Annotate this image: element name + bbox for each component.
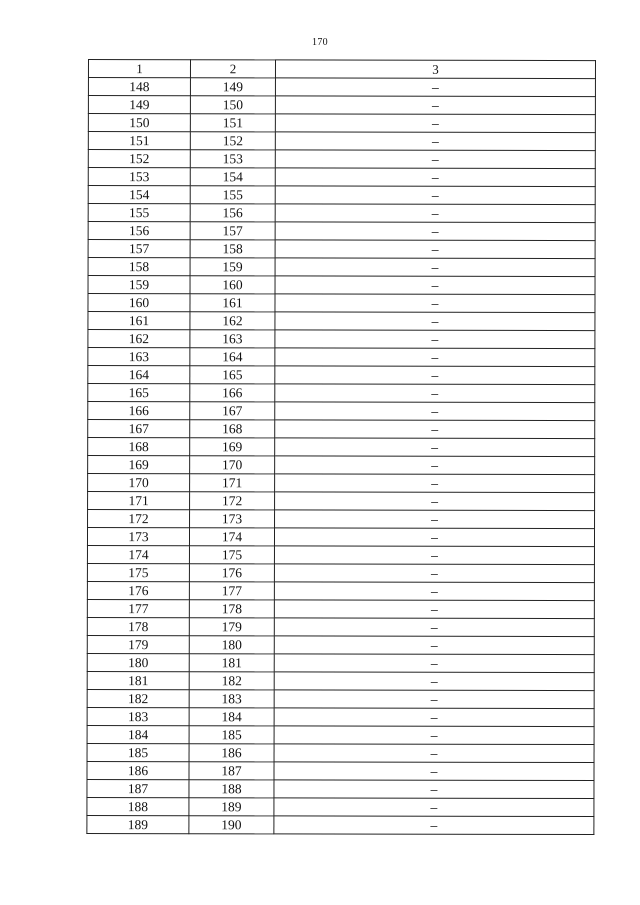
table-cell-col-3: – xyxy=(275,294,595,313)
table-row xyxy=(87,617,594,636)
table-row xyxy=(88,366,595,385)
table-cell-col-3: – xyxy=(275,402,595,421)
table-row xyxy=(88,312,595,331)
table-cell-col-1: 186 xyxy=(87,761,189,779)
header-row xyxy=(88,60,595,79)
table-cell-col-3: – xyxy=(274,780,594,799)
table-header xyxy=(88,60,595,79)
table-row xyxy=(88,474,595,493)
table-cell-col-2: 165 xyxy=(190,366,275,384)
table-cell-col-2: 177 xyxy=(189,582,274,600)
table-cell-col-3: – xyxy=(274,618,594,637)
table-cell-col-3: – xyxy=(275,132,595,151)
table-cell-col-3: – xyxy=(275,114,595,133)
table-cell-col-1: 161 xyxy=(88,312,190,330)
column-header-3: 3 xyxy=(275,60,595,79)
table-row xyxy=(88,204,595,223)
table-cell-col-2: 167 xyxy=(190,402,275,420)
table-cell-col-2: 175 xyxy=(189,546,274,564)
table-cell-col-1: 177 xyxy=(87,599,189,617)
table-cell-col-3: – xyxy=(274,816,594,835)
table-row xyxy=(88,222,595,241)
table-row xyxy=(88,96,595,115)
table-cell-col-3: – xyxy=(274,690,594,709)
table-cell-col-1: 176 xyxy=(87,581,189,599)
table-cell-col-1: 169 xyxy=(88,456,190,474)
table-cell-col-3: – xyxy=(275,222,595,241)
table-row xyxy=(88,438,595,457)
column-header-1: 1 xyxy=(88,60,190,78)
table-cell-col-2: 149 xyxy=(190,78,275,96)
table-cell-col-1: 185 xyxy=(87,743,189,761)
table-row xyxy=(88,276,595,295)
table-cell-col-3: – xyxy=(275,510,595,529)
table-cell-col-2: 182 xyxy=(189,672,274,690)
table-cell-col-3: – xyxy=(275,186,595,205)
table-cell-col-2: 172 xyxy=(190,492,275,510)
table-row xyxy=(87,797,594,816)
table-cell-col-3: – xyxy=(275,366,595,385)
table-cell-col-3: – xyxy=(274,708,594,727)
table-cell-col-2: 155 xyxy=(190,186,275,204)
table-cell-col-2: 157 xyxy=(190,222,275,240)
table-row xyxy=(87,581,594,600)
table-cell-col-2: 169 xyxy=(190,438,275,456)
table-row xyxy=(88,168,595,187)
table-cell-col-3: – xyxy=(275,150,595,169)
table-cell-col-3: – xyxy=(275,240,595,259)
table-cell-col-3: – xyxy=(275,204,595,223)
table-cell-col-1: 163 xyxy=(88,348,190,366)
table-cell-col-1: 173 xyxy=(87,528,189,546)
table-cell-col-3: – xyxy=(275,456,595,475)
table-cell-col-2: 184 xyxy=(189,708,274,726)
table-row xyxy=(87,815,594,834)
table-row xyxy=(87,599,594,618)
table-cell-col-3: – xyxy=(274,546,594,565)
table-cell-col-1: 168 xyxy=(88,438,190,456)
table-cell-col-2: 153 xyxy=(190,150,275,168)
table-cell-col-2: 163 xyxy=(190,330,275,348)
table-cell-col-1: 174 xyxy=(87,546,189,564)
table-cell-col-1: 148 xyxy=(88,78,190,96)
table-cell-col-1: 172 xyxy=(88,510,190,528)
table-row xyxy=(88,240,595,259)
table-cell-col-2: 179 xyxy=(189,618,274,636)
table-cell-col-1: 189 xyxy=(87,815,189,833)
table-cell-col-1: 183 xyxy=(87,707,189,725)
table-cell-col-1: 171 xyxy=(88,492,190,510)
table-cell-col-2: 189 xyxy=(189,798,274,816)
table-cell-col-3: – xyxy=(274,726,594,745)
table-cell-col-2: 158 xyxy=(190,240,275,258)
table-row xyxy=(87,761,594,780)
table-cell-col-1: 178 xyxy=(87,617,189,635)
table-cell-col-3: – xyxy=(274,744,594,763)
table-cell-col-3: – xyxy=(275,330,595,349)
table-cell-col-1: 184 xyxy=(87,725,189,743)
table-cell-col-1: 157 xyxy=(88,240,190,258)
table-row xyxy=(88,258,595,277)
table-cell-col-2: 176 xyxy=(189,564,274,582)
table-cell-col-3: – xyxy=(274,528,594,547)
table-cell-col-2: 151 xyxy=(190,114,275,132)
table-cell-col-1: 153 xyxy=(88,168,190,186)
table-row xyxy=(87,528,594,547)
table-cell-col-3: – xyxy=(275,276,595,295)
table-row xyxy=(88,348,595,367)
table-cell-col-3: – xyxy=(275,78,595,97)
table-cell-col-3: – xyxy=(275,312,595,331)
table-cell-col-1: 179 xyxy=(87,635,189,653)
table-cell-col-3: – xyxy=(274,600,594,619)
table-cell-col-3: – xyxy=(274,654,594,673)
table-row xyxy=(87,743,594,762)
table-cell-col-1: 151 xyxy=(88,132,190,150)
table-row xyxy=(88,384,595,403)
table-cell-col-1: 156 xyxy=(88,222,190,240)
table-cell-col-2: 170 xyxy=(190,456,275,474)
table-row xyxy=(88,330,595,349)
table-cell-col-2: 150 xyxy=(190,96,275,114)
table-cell-col-1: 175 xyxy=(87,563,189,581)
table-row xyxy=(87,546,594,565)
table-cell-col-2: 159 xyxy=(190,258,275,276)
table-cell-col-3: – xyxy=(275,438,595,457)
table-cell-col-2: 173 xyxy=(190,510,275,528)
table-row xyxy=(87,689,594,708)
table-cell-col-3: – xyxy=(274,762,594,781)
table-row xyxy=(87,563,594,582)
table-cell-col-1: 162 xyxy=(88,330,190,348)
table-cell-col-1: 167 xyxy=(88,420,190,438)
table-cell-col-2: 156 xyxy=(190,204,275,222)
table-cell-col-2: 171 xyxy=(190,474,275,492)
table-cell-col-2: 186 xyxy=(189,744,274,762)
table-cell-col-2: 180 xyxy=(189,636,274,654)
table-cell-col-1: 165 xyxy=(88,384,190,402)
table-row xyxy=(88,132,595,151)
table-cell-col-1: 149 xyxy=(88,96,190,114)
table-cell-col-3: – xyxy=(275,258,595,277)
table-cell-col-1: 182 xyxy=(87,689,189,707)
table-row xyxy=(88,420,595,439)
table-row xyxy=(87,653,594,672)
table-row xyxy=(88,78,595,97)
table-cell-col-2: 164 xyxy=(190,348,275,366)
table-cell-col-3: – xyxy=(275,420,595,439)
table-row xyxy=(87,635,594,654)
table-cell-col-1: 152 xyxy=(88,150,190,168)
table-row xyxy=(87,725,594,744)
table-cell-col-1: 187 xyxy=(87,779,189,797)
table-row xyxy=(88,456,595,475)
table-cell-col-2: 183 xyxy=(189,690,274,708)
table-cell-col-2: 188 xyxy=(189,780,274,798)
table-cell-col-2: 168 xyxy=(190,420,275,438)
table-cell-col-1: 166 xyxy=(88,402,190,420)
table-cell-col-2: 160 xyxy=(190,276,275,294)
table-cell-col-2: 187 xyxy=(189,762,274,780)
table-cell-col-1: 160 xyxy=(88,294,190,312)
table-cell-col-2: 154 xyxy=(190,168,275,186)
table-cell-col-1: 181 xyxy=(87,671,189,689)
table-cell-col-1: 155 xyxy=(88,204,190,222)
table-cell-col-3: – xyxy=(274,672,594,691)
table-cell-col-1: 150 xyxy=(88,114,190,132)
table-cell-col-2: 162 xyxy=(190,312,275,330)
table-cell-col-3: – xyxy=(275,348,595,367)
table-cell-col-3: – xyxy=(275,96,595,115)
table-cell-col-1: 158 xyxy=(88,258,190,276)
table-cell-col-3: – xyxy=(275,492,595,511)
table-cell-col-2: 190 xyxy=(189,816,274,834)
table-row xyxy=(87,707,594,726)
table-row xyxy=(87,671,594,690)
table-cell-col-2: 166 xyxy=(190,384,275,402)
table-cell-col-3: – xyxy=(274,636,594,655)
table-row xyxy=(88,402,595,421)
table-cell-col-2: 178 xyxy=(189,600,274,618)
table-cell-col-3: – xyxy=(275,168,595,187)
table-body xyxy=(87,78,596,835)
table-row xyxy=(88,294,595,313)
table-cell-col-1: 154 xyxy=(88,186,190,204)
table-cell-col-3: – xyxy=(275,474,595,493)
table-cell-col-3: – xyxy=(274,582,594,601)
table-cell-col-2: 174 xyxy=(189,528,274,546)
data-table xyxy=(86,59,596,835)
table-row xyxy=(88,492,595,511)
table-cell-col-3: – xyxy=(274,564,594,583)
table-cell-col-1: 188 xyxy=(87,797,189,815)
table-cell-col-3: – xyxy=(274,798,594,817)
column-header-2: 2 xyxy=(190,60,275,78)
table-row xyxy=(88,186,595,205)
table-cell-col-2: 181 xyxy=(189,654,274,672)
table-cell-col-1: 180 xyxy=(87,653,189,671)
table-cell-col-2: 152 xyxy=(190,132,275,150)
table-row xyxy=(88,510,595,529)
table-row xyxy=(88,150,595,169)
table-cell-col-1: 170 xyxy=(88,474,190,492)
table-row xyxy=(88,114,595,133)
page-number: 170 xyxy=(312,37,328,48)
table-cell-col-1: 164 xyxy=(88,366,190,384)
table-cell-col-3: – xyxy=(275,384,595,403)
table-cell-col-2: 185 xyxy=(189,726,274,744)
table-cell-col-1: 159 xyxy=(88,276,190,294)
table-cell-col-2: 161 xyxy=(190,294,275,312)
table-row xyxy=(87,779,594,798)
